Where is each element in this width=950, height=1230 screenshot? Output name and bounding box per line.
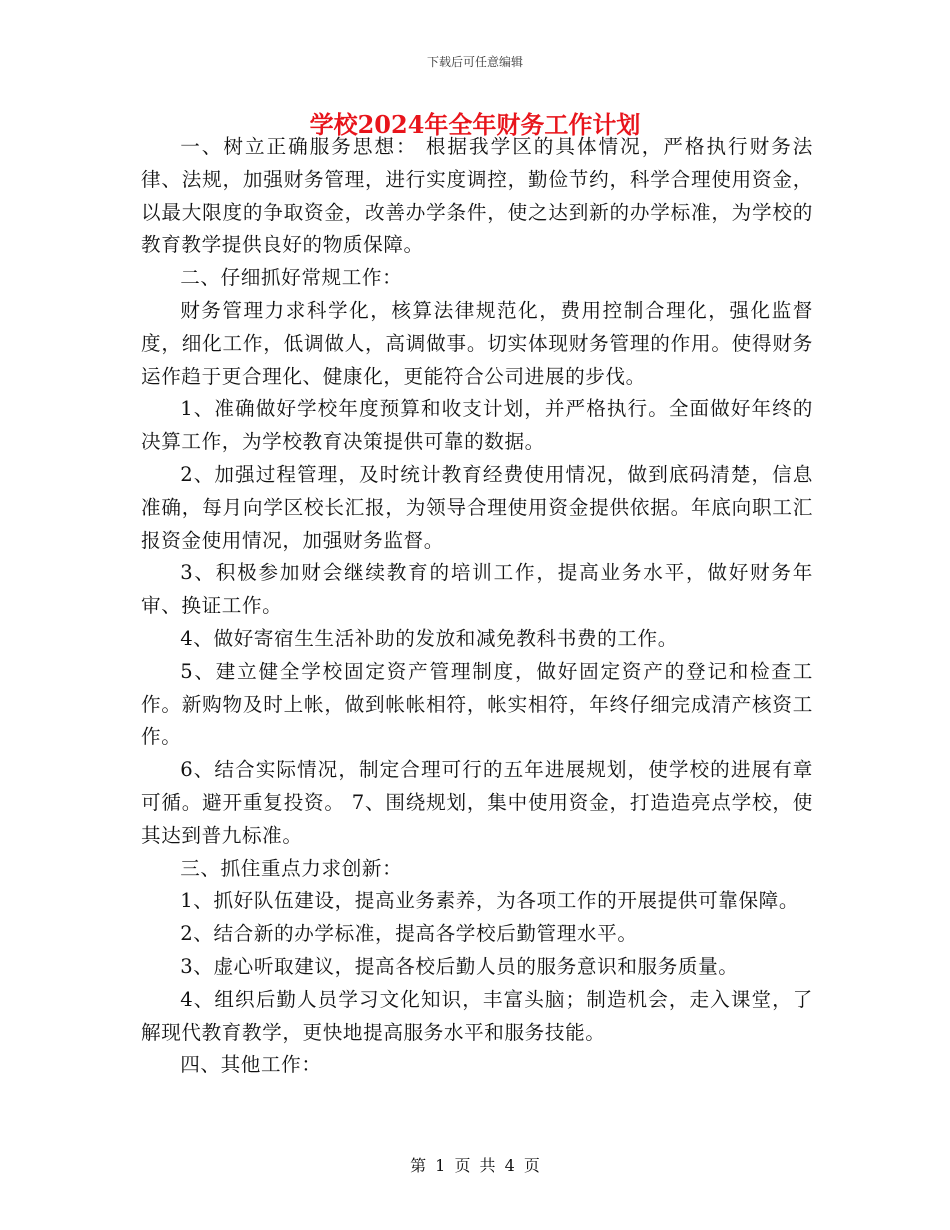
list-item: 2、结合新的办学标准，提高各学校后勤管理水平。 [180, 922, 638, 946]
paragraph: 财务管理力求科学化，核算法律规范化，费用控制合理化，强化监督度，细化工作，低调做人，高调做事。切实体现财务管理的作用。使得财务运作趋于更合理化、健康化，更能符合公司进展的步伐。 [141, 298, 813, 388]
list-item: 6、结合实际情况，制定合理可行的五年进展规划，使学校的进展有章可循。避开重复投资。 7、围绕规划，集中使用资金，打造造亮点学校，使其达到普九标准。 [141, 758, 813, 847]
page-number: 第 1 页 共 4 页 [410, 1156, 540, 1175]
list-item: 4、做好寄宿生生活补助的发放和减免教科书费的工作。 [180, 626, 678, 650]
list-item: 1、抓好队伍建设，提高业务素养，为各项工作的开展提供可靠保障。 [180, 889, 800, 913]
list-item: 5、建立健全学校固定资产管理制度，做好固定资产的登记和检查工作。新购物及时上帐，做到帐帐相符，帐实相符，年终仔细完成清产核资工作。 [141, 659, 813, 749]
list-item: 3、虚心听取建议，提高各校后勤人员的服务意识和服务质量。 [180, 954, 739, 978]
paragraph: 一、树立正确服务思想： 根据我学区的具体情况，严格执行财务法律、法规，加强财务管理，进行实度调控，勤俭节约，科学合理使用资金，以最大限度的争取资金，改善办学条件，使之达到新的办学标准，为学校的教育教学提供良好的物质保障。 [141, 135, 813, 257]
section-heading: 二、仔细抓好常规工作： [180, 266, 403, 290]
list-item: 4、组织后勤人员学习文化知识，丰富头脑；制造机会，走入课堂，了解现代教育教学，更快地提高服务水平和服务技能。 [141, 987, 813, 1044]
document-body [141, 131, 813, 1082]
section-heading: 四、其他工作： [180, 1053, 322, 1077]
list-item: 2、加强过程管理，及时统计教育经费使用情况，做到底码清楚，信息准确，每月向学区校长汇报，为领导合理使用资金提供依据。年底向职工汇报资金使用情况，加强财务监督。 [141, 462, 813, 552]
header-note: 下载后可任意编辑 [426, 55, 523, 69]
list-item: 1、准确做好学校年度预算和收支计划，并严格执行。全面做好年终的决算工作，为学校教育决策提供可靠的数据。 [141, 397, 813, 454]
section-heading: 三、抓住重点力求创新： [180, 856, 403, 880]
document-title: 学校2024年全年财务工作计划 [309, 110, 641, 139]
list-item: 3、积极参加财会继续教育的培训工作，提高业务水平，做好财务年审、换证工作。 [141, 561, 813, 618]
